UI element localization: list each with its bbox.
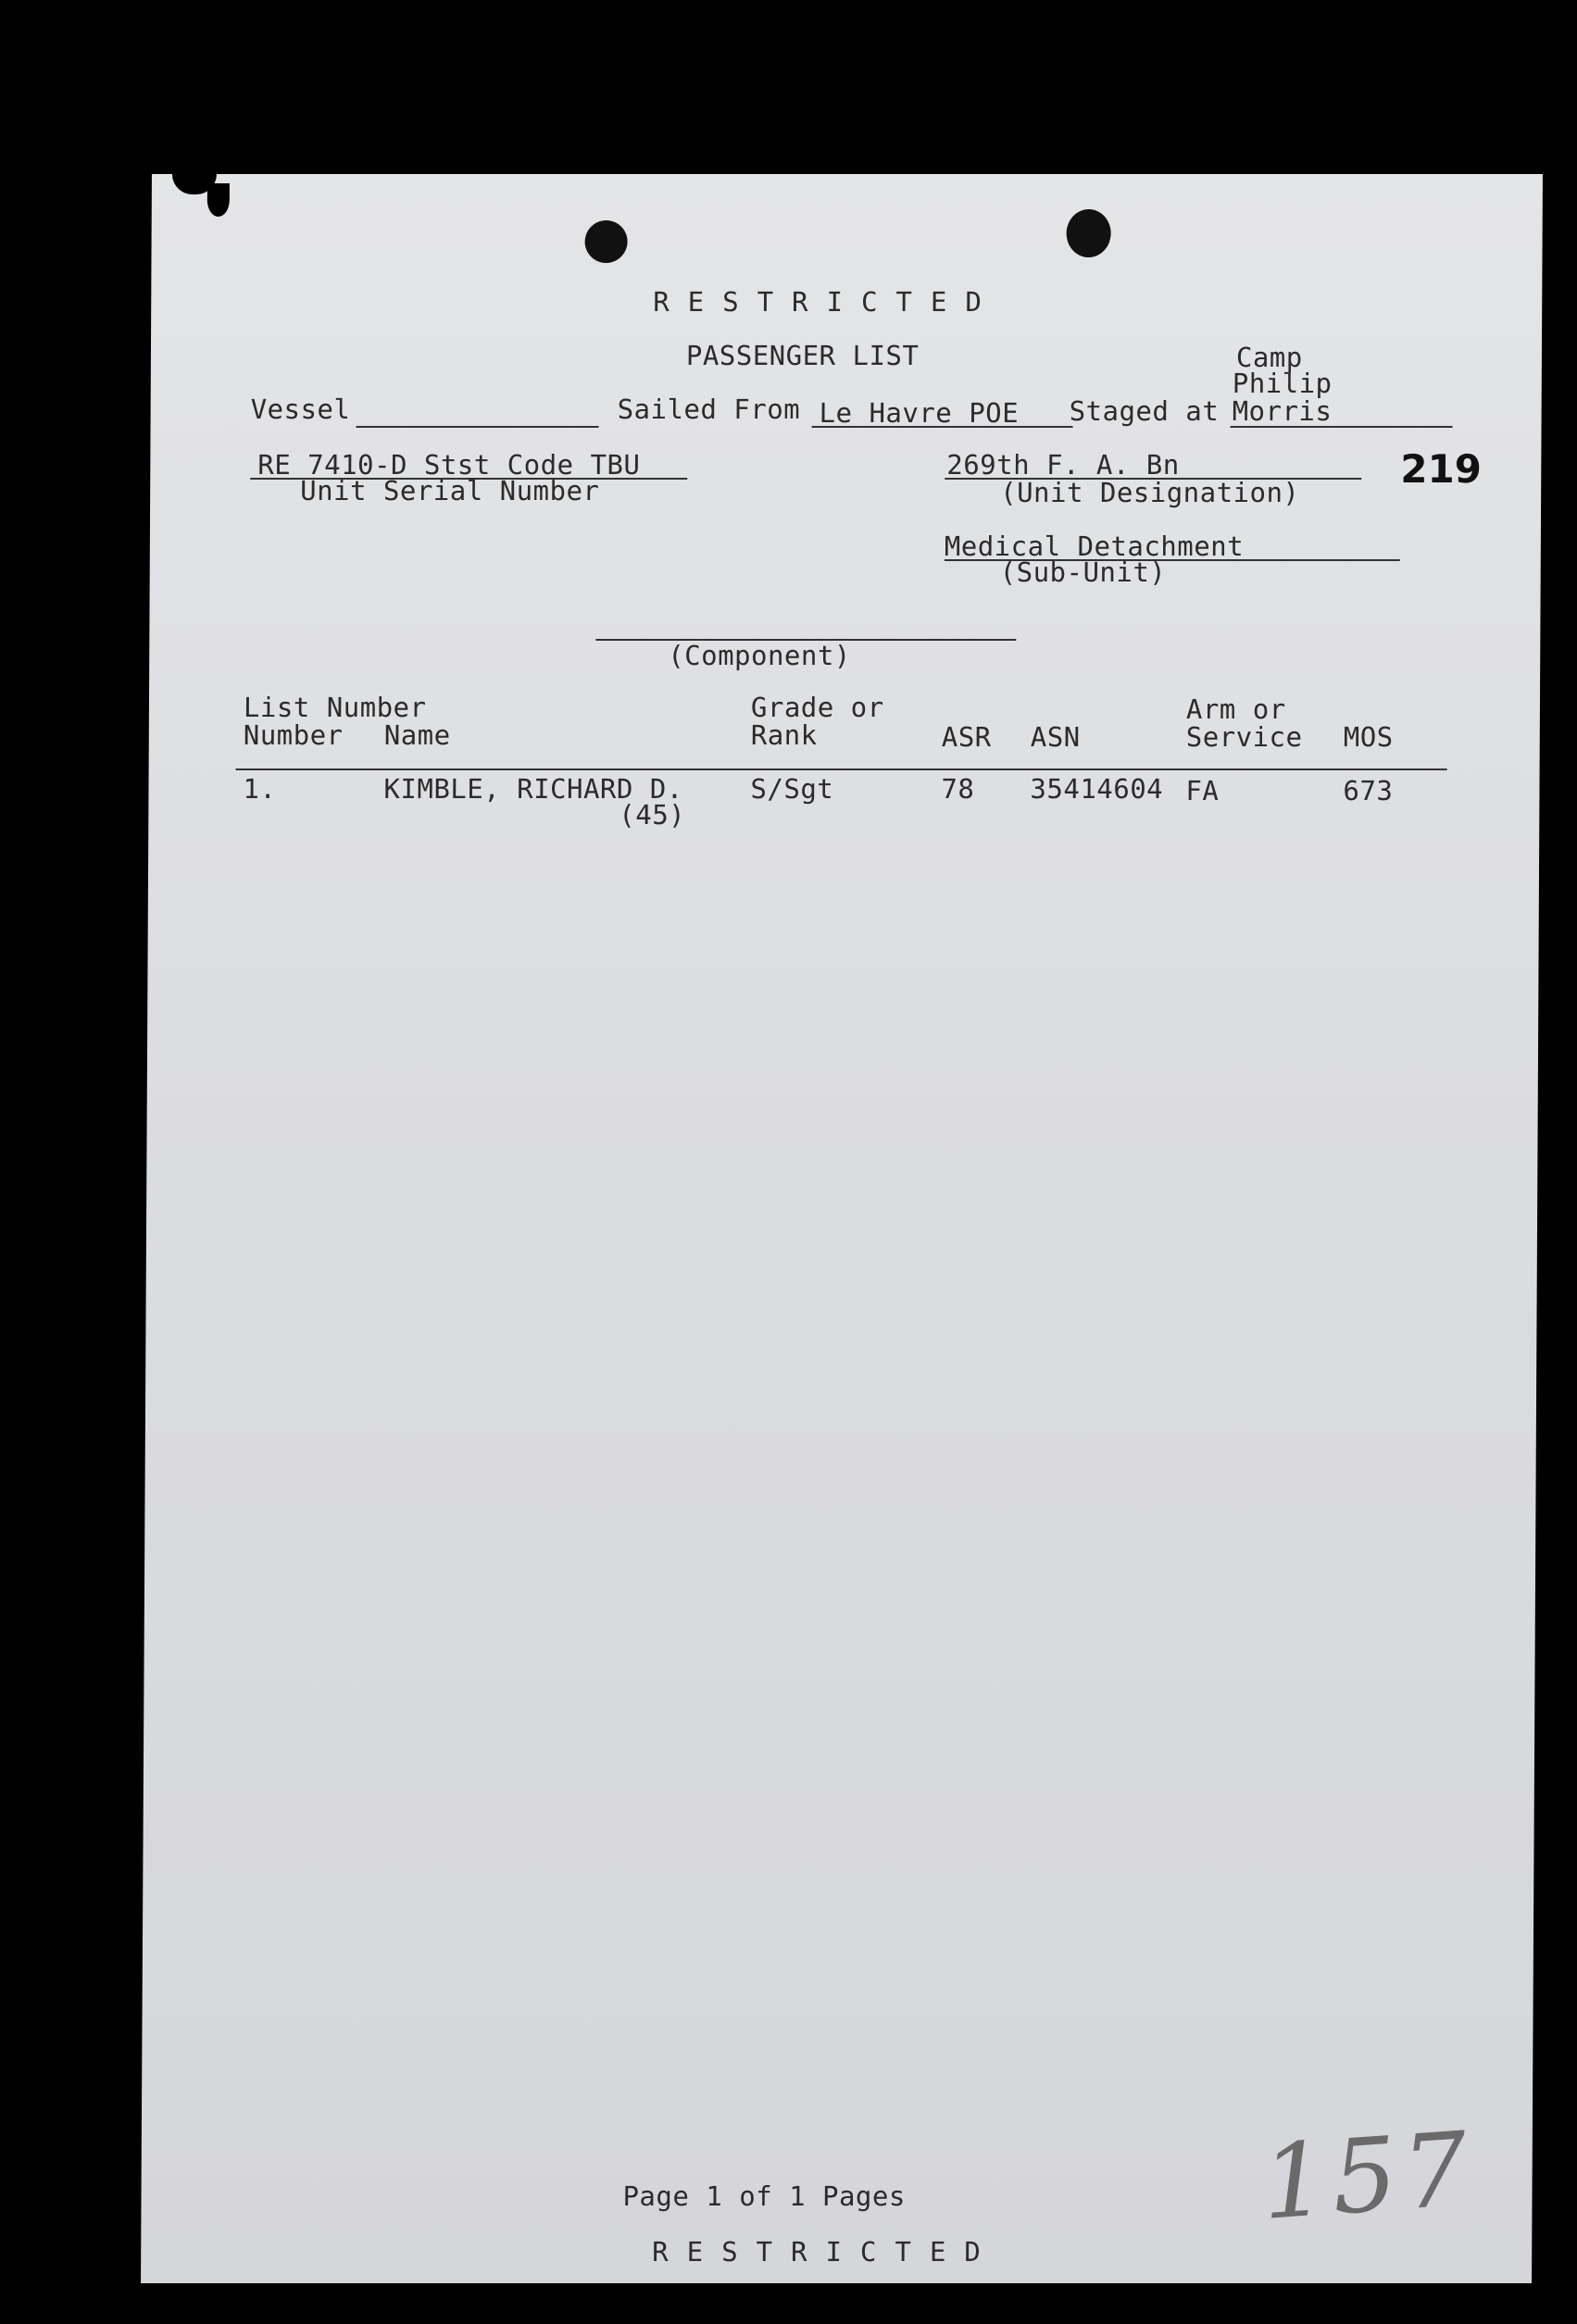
subunit-value: Medical Detachment <box>944 531 1245 562</box>
sailed-from-underline <box>812 426 1073 428</box>
sailed-from-label: Sailed From <box>617 394 801 425</box>
punch-hole-left <box>584 220 627 263</box>
row-age: (45) <box>619 799 686 831</box>
col-asn: ASN <box>1030 721 1081 753</box>
col-service: Service <box>1185 721 1303 753</box>
page-title: PASSENGER LIST <box>685 340 920 371</box>
staged-at-line3: Morris <box>1232 395 1333 427</box>
staged-at-line2: Philip <box>1232 368 1333 399</box>
staged-at-label: Staged at <box>1069 395 1220 427</box>
unit-designation-label: (Unit Designation) <box>1000 477 1300 508</box>
row-asn: 35414604 <box>1030 773 1164 805</box>
vessel-label: Vessel <box>250 394 351 425</box>
col-list-number: List Number <box>243 692 427 723</box>
staged-at-line1: Camp <box>1235 342 1303 373</box>
classification-bottom: RESTRICTED <box>652 2236 999 2268</box>
row-grade: S/Sgt <box>750 773 834 805</box>
handwritten-number: 157 <box>1258 2109 1477 2243</box>
col-asr: ASR <box>941 721 992 753</box>
document-page <box>141 174 1543 2283</box>
unit-designation-value: 269th F. A. Bn <box>946 449 1180 481</box>
col-rank: Rank <box>750 719 818 751</box>
unit-serial-label: Unit Serial Number <box>300 475 600 506</box>
staged-at-underline <box>1231 426 1453 428</box>
row-name: KIMBLE, RICHARD D. <box>383 773 683 805</box>
col-name: Name <box>383 719 451 751</box>
punch-hole-right <box>1066 209 1110 257</box>
page-count: Page 1 of 1 Pages <box>622 2180 906 2212</box>
stamp-number: 219 <box>1400 446 1483 492</box>
row-arm: FA <box>1185 775 1220 806</box>
vessel-underline <box>357 426 599 428</box>
component-label: (Component) <box>668 640 851 671</box>
header-rule <box>236 768 1447 770</box>
sailed-from-value: Le Havre POE <box>819 397 1020 429</box>
col-grade: Grade or <box>750 692 884 723</box>
unit-serial-value: RE 7410-D Stst Code TBU <box>257 449 641 481</box>
subunit-label: (Sub-Unit) <box>999 556 1167 588</box>
row-number: 1. <box>243 773 277 805</box>
col-number: Number <box>243 719 344 751</box>
col-mos: MOS <box>1343 721 1394 753</box>
col-arm: Arm or <box>1185 693 1286 725</box>
classification-top: RESTRICTED <box>653 286 1000 318</box>
row-asr: 78 <box>941 773 975 805</box>
row-mos: 673 <box>1343 775 1394 806</box>
